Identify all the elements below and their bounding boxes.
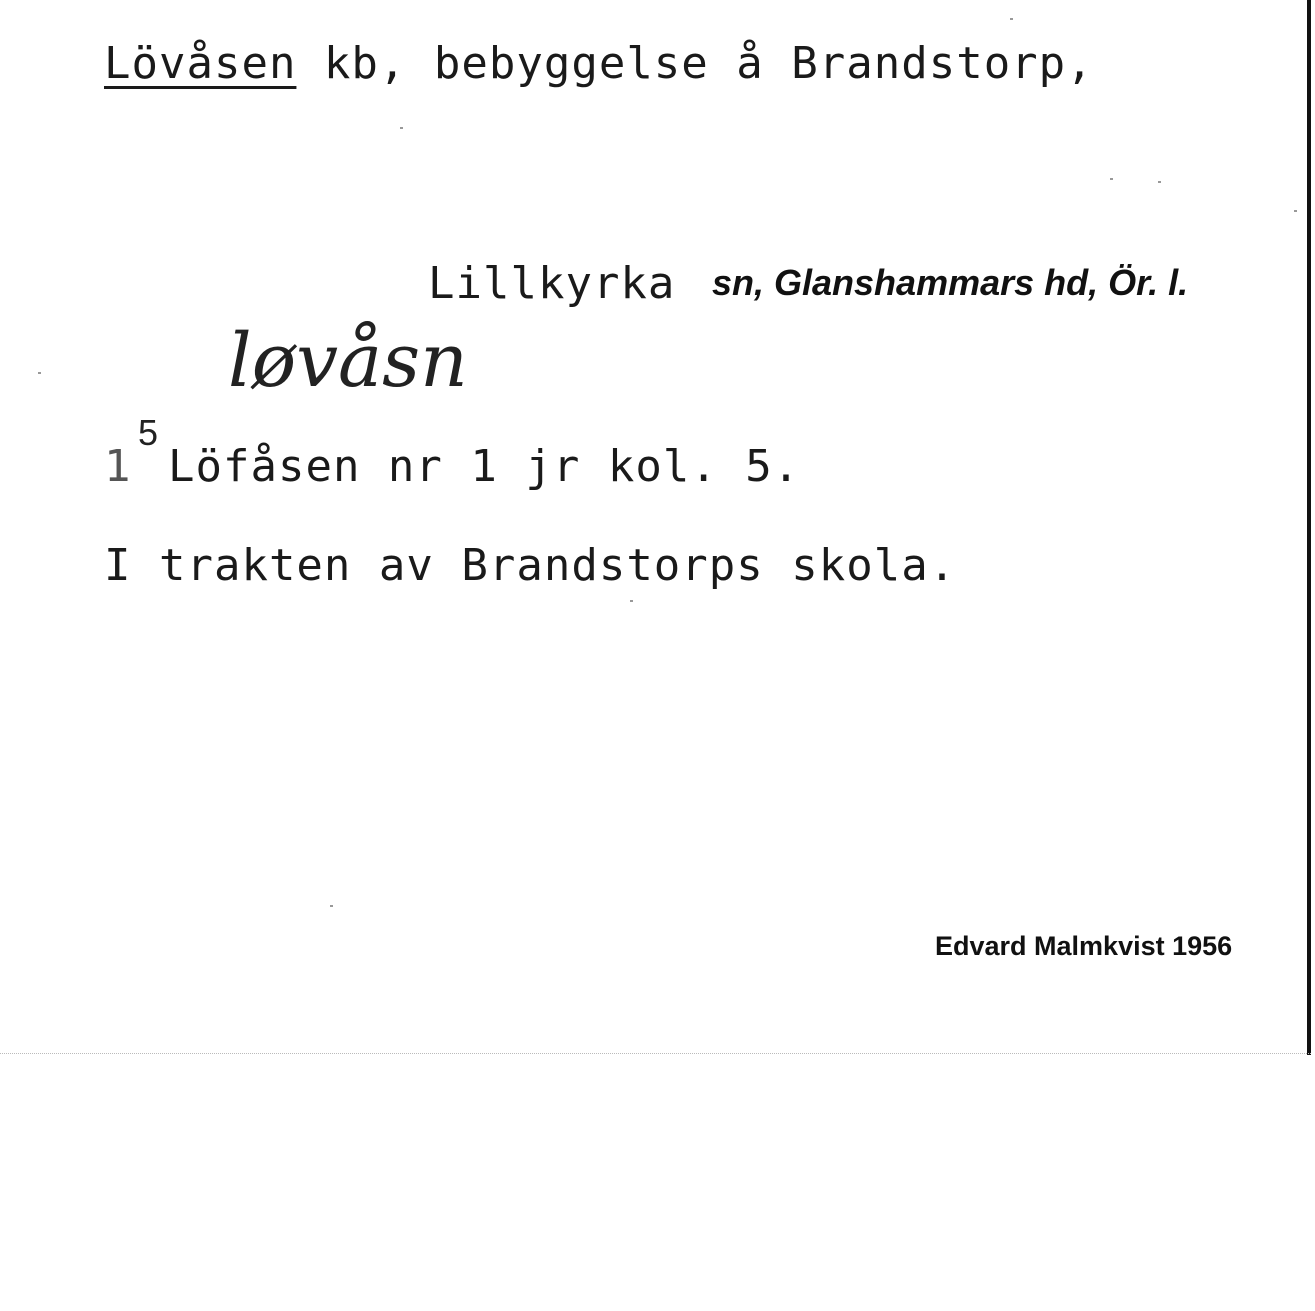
scan-speck bbox=[1294, 210, 1297, 212]
phonetic-form: løvåsn bbox=[228, 318, 468, 404]
entry-description: kb, bebyggelse å Brandstorp, bbox=[296, 38, 1094, 89]
scan-speck bbox=[400, 127, 403, 129]
source-superscript: 5 bbox=[138, 412, 159, 453]
district-stamp: sn, Glanshammars hd, Ör. l. bbox=[712, 262, 1189, 303]
collector-signature: Edvard Malmkvist 1956 bbox=[935, 931, 1233, 961]
scan-speck bbox=[1158, 181, 1161, 183]
source-reference: Löfåsen nr 1 jr kol. 5. bbox=[168, 441, 801, 492]
entry-heading-line bbox=[104, 38, 1094, 89]
scan-speck bbox=[330, 905, 333, 907]
card-bottom-border bbox=[0, 1053, 1311, 1055]
card-edge-shadow bbox=[1307, 0, 1311, 1055]
entry-headword: Lövåsen bbox=[104, 38, 297, 89]
scan-speck bbox=[38, 372, 41, 374]
scan-speck bbox=[1010, 18, 1013, 20]
scan-speck bbox=[1110, 178, 1113, 180]
location-note: I trakten av Brandstorps skola. bbox=[104, 540, 957, 591]
scan-speck bbox=[630, 600, 633, 602]
parish-name: Lillkyrka bbox=[428, 258, 676, 309]
source-number: 1 bbox=[104, 441, 132, 492]
